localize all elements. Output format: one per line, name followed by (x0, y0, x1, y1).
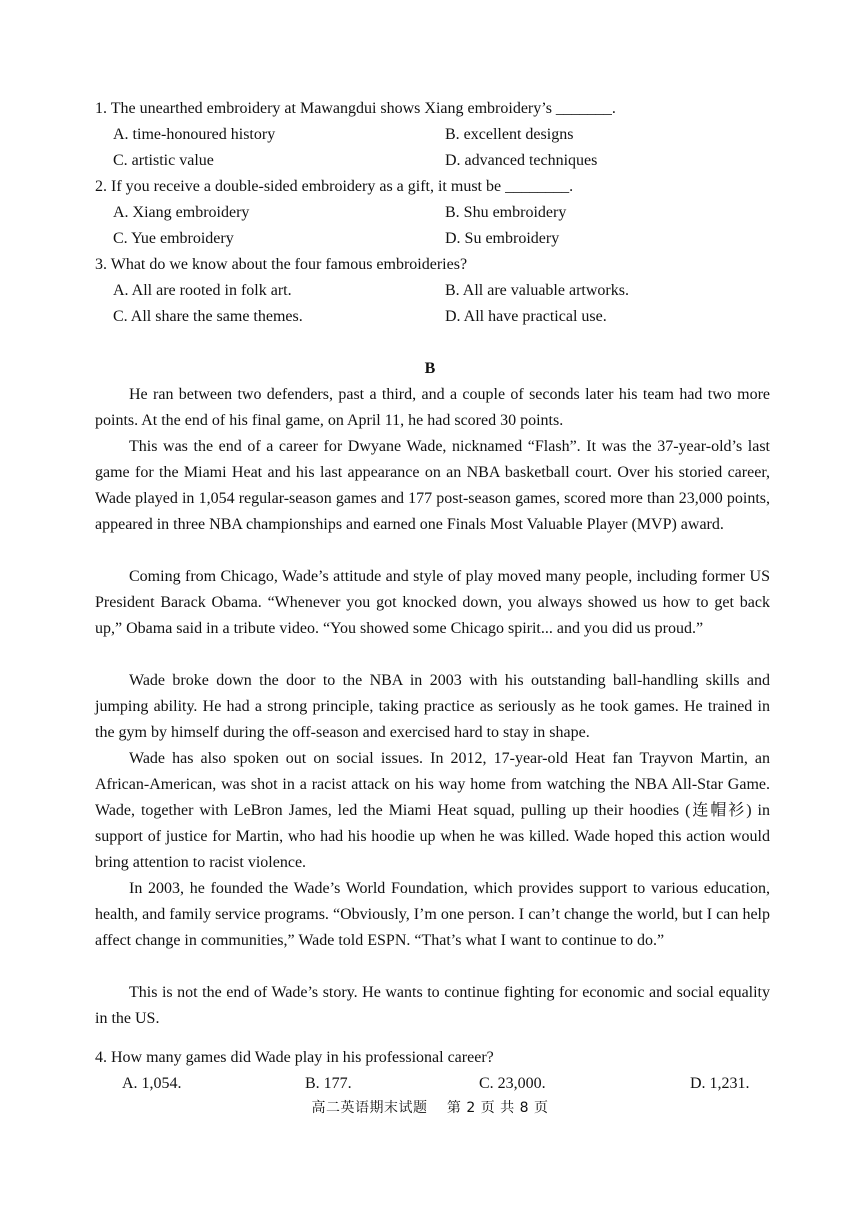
question-2-option-c: C. Yue embroidery (113, 230, 234, 247)
passage-paragraph-6: In 2003, he founded the Wade’s World Foundation, which provides support to various education, health, and family service programs. “Obviously, I’m one person. I can’t change the world, but I can help affect change in communities,” Wade told ESPN. “That’s what I want to continue to do.” (95, 880, 770, 949)
question-4-option-b: B. 177. (305, 1075, 352, 1092)
page-footer: 高二英语期末试题 第 2 页 共 8 页 (311, 1100, 549, 1116)
question-2-stem: 2. If you receive a double-sided embroidery as a gift, it must be ________. (95, 178, 574, 195)
question-1-option-c: C. artistic value (113, 152, 214, 169)
question-2-option-d: D. Su embroidery (445, 230, 560, 247)
question-1-option-d: D. advanced techniques (445, 152, 598, 169)
passage-paragraph-4: Wade broke down the door to the NBA in 2003 with his outstanding ball-handling skills and jumping ability. He had a strong principle, taking practice as seriously as he took games. He trained in the gym by himself during the off-season and exercised hard to stay in shape. (95, 672, 770, 741)
question-2-option-b: B. Shu embroidery (445, 204, 567, 221)
question-3-option-d: D. All have practical use. (445, 308, 607, 325)
passage-paragraph-2: This was the end of a career for Dwyane Wade, nicknamed “Flash”. It was the 37-year-old’s last game for the Miami Heat and his last appearance on an NBA basketball court. Over his storied career, Wade played in 1,054 regular-season games and 177 post-season games, scored more than 23,000 points, appeared in three NBA championships and earned one Finals Most Valuable Player (MVP) award. (95, 438, 770, 533)
passage-paragraph-5: Wade has also spoken out on social issues. In 2012, 17-year-old Heat fan Trayvon Martin, an African-American, was shot in a racist attack on his way home from watching the NBA All-Star Game. Wade, together with LeBron James, led the Miami Heat squad, pulling up their hoodies (连帽衫) in support of justice for Martin, who had his hoodie up when he was killed. Wade hoped this action would bring attention to racist violence. (95, 750, 770, 871)
passage-paragraph-1: He ran between two defenders, past a third, and a couple of seconds later his team had two more points. At the end of his final game, on April 11, he had scored 30 points. (95, 386, 770, 429)
passage-paragraph-3: Coming from Chicago, Wade’s attitude and style of play moved many people, including former US President Barack Obama. “Whenever you got knocked down, you always showed us how to get back up,” Obama said in a tribute video. “You showed some Chicago spirit... and you did us proud.” (95, 568, 770, 637)
question-3-option-b: B. All are valuable artworks. (445, 282, 629, 299)
question-4-stem: 4. How many games did Wade play in his professional career? (95, 1049, 494, 1066)
passage-paragraph-7: This is not the end of Wade’s story. He wants to continue fighting for economic and social equality in the US. (95, 984, 770, 1027)
question-3-option-c: C. All share the same themes. (113, 308, 303, 325)
question-1-option-a: A. time-honoured history (113, 126, 276, 143)
question-4-option-c: C. 23,000. (479, 1075, 546, 1092)
question-1-option-b: B. excellent designs (445, 126, 574, 143)
question-2-option-a: A. Xiang embroidery (113, 204, 250, 221)
section-b-heading: B (424, 360, 436, 377)
question-3-stem: 3. What do we know about the four famous embroideries? (95, 256, 468, 273)
question-1-stem: 1. The unearthed embroidery at Mawangdui shows Xiang embroidery’s _______. (95, 100, 616, 117)
question-4-option-d: D. 1,231. (690, 1075, 750, 1092)
question-3-option-a: A. All are rooted in folk art. (113, 282, 292, 299)
question-4-option-a: A. 1,054. (122, 1075, 182, 1092)
